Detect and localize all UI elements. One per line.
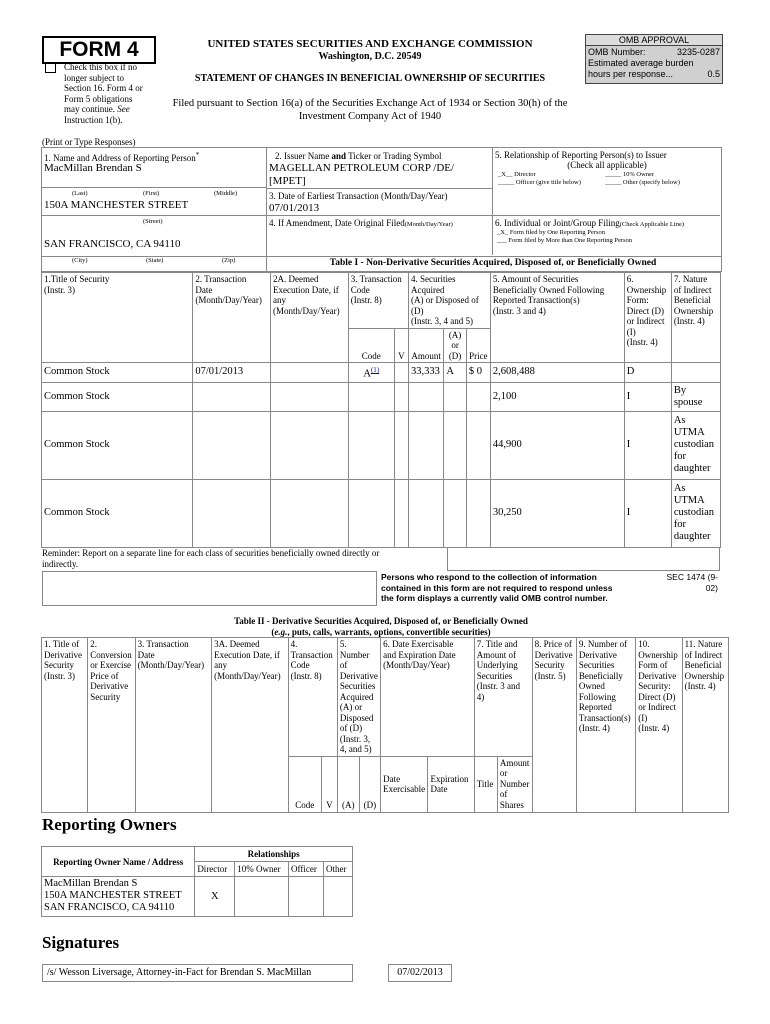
t1-h-acquired: 4. Securities Acquired (A) or Disposed of (D) (Instr. 3, 4 and 5): [409, 273, 491, 329]
reporting-person-city: SAN FRANCISCO, CA 94110: [44, 238, 181, 250]
owner-director-mark: X: [195, 877, 235, 917]
t1-h-amount-owned: 5. Amount of Securities Beneficially Owned Following Reported Transaction(s) (Instr. 3 and 4): [490, 273, 624, 363]
table1-title: Table I - Non-Derivative Securities Acquired, Disposed of, or Beneficially Owned: [329, 258, 657, 268]
middle-label: (Middle): [214, 190, 238, 197]
earliest-date-label: 3. Date of Earliest Transaction (Month/Day/Year): [269, 191, 448, 201]
omb-number-value: 3235-0287: [676, 47, 720, 57]
omb-title: OMB APPROVAL: [586, 35, 722, 46]
reporting-person-label: 1. Name and Address of Reporting Person*: [44, 151, 200, 163]
omb-hours-label: hours per response...: [588, 69, 674, 79]
omb-approval-box: [585, 34, 723, 84]
t2-h-code: 4. Transaction Code (Instr. 8): [288, 638, 337, 757]
t1-h-code: 3. Transaction Code (Instr. 8): [348, 273, 408, 329]
last-label: (Last): [72, 190, 88, 197]
signature-date: 07/02/2013: [388, 964, 452, 982]
t2-h-exercisable: 6. Date Exercisable and Expiration Date (Month/Day/Year): [381, 638, 475, 757]
table1-non-derivative: [41, 272, 721, 548]
t1-h-nature: 7. Nature of Indirect Beneficial Ownership (Instr. 4): [671, 273, 720, 363]
t2-h-owned: 9. Number of Derivative Securities Beneficially Owned Following Reported Transaction(s) (Instr. 4): [576, 638, 635, 813]
relationship-other: _____ Other (specify below): [605, 179, 680, 186]
footnote-link[interactable]: (1): [370, 366, 380, 374]
t2-h-expiration: Expiration Date: [428, 756, 474, 812]
t2-h-v-sub: V: [321, 756, 337, 812]
city-label: (City): [72, 257, 88, 264]
omb-burden-label: Estimated average burden: [588, 58, 694, 68]
relationship-label: 5. Relationship of Reporting Person(s) to Issuer: [495, 150, 667, 160]
sec-form-code: SEC 1474 (9- 02): [666, 572, 718, 593]
form-title: FORM 4: [42, 36, 156, 64]
t1-h-deemed: 2A. Deemed Execution Date, if any (Month/Day/Year): [271, 273, 349, 363]
t2-h-date-exercisable: Date Exercisable: [381, 756, 428, 812]
owners-col-officer: Officer: [289, 862, 324, 877]
checkbox-no-longer-subject[interactable]: [45, 62, 56, 73]
reporting-person-name: MacMillan Brendan S: [44, 162, 142, 174]
t2-h-code-sub: Code: [288, 756, 321, 812]
t1-h-aord-sub: (A) or (D): [444, 328, 466, 363]
relationship-director: _X__ Director: [498, 171, 536, 178]
first-label: (First): [143, 190, 160, 197]
t2-h-underlying: 7. Title and Amount of Underlying Securities (Instr. 3 and 4): [474, 638, 532, 757]
zip-label: (Zip): [222, 257, 236, 264]
t1-h-v-sub: V: [394, 328, 408, 363]
reminder-box-left: [42, 571, 377, 606]
table2-derivative: [41, 637, 729, 813]
relationship-officer: _____ Officer (give title below): [498, 179, 581, 186]
table-row: Common Stock 44,900 I As UTMA custodian for daughter: [42, 411, 721, 479]
owners-relationships: Relationships: [195, 847, 353, 862]
statement-title: STATEMENT OF CHANGES IN BENEFICIAL OWNERSHIP OF SECURITIES: [194, 73, 546, 84]
t1-h-code-sub: Code: [348, 328, 394, 363]
table2-subtitle: (e.g., puts, calls, warrants, options, convertible securities): [271, 627, 491, 637]
reminder-text: Reminder: Report on a separate line for each class of securities beneficially owned directly or indirectly.: [42, 548, 380, 569]
t1-h-amount-sub: Amount: [409, 328, 444, 363]
t1-h-date: 2. Transaction Date (Month/Day/Year): [193, 273, 271, 363]
owners-col-name: Reporting Owner Name / Address: [42, 847, 195, 877]
signatures-heading: Signatures: [42, 933, 120, 952]
owners-col-director: Director: [195, 862, 235, 877]
owners-col-ten-pct: 10% Owner: [235, 862, 289, 877]
filed-pursuant: Filed pursuant to Section 16(a) of the Securities Exchange Act of 1934 or Section 30(h) of the Investment Company Act of 1940: [172, 98, 568, 122]
street-label: (Street): [143, 218, 163, 225]
t2-h-number: 5. Number of Derivative Securities Acquired (A) or Disposed of (D) (Instr. 3, 4, and 5): [337, 638, 380, 757]
t2-h-title: 1. Title of Derivative Security (Instr. 3): [42, 638, 88, 813]
t2-h-a-sub: (A): [337, 756, 359, 812]
filing-more: ___ Form filed by More than One Reporting Person: [497, 237, 633, 244]
issuer-label: 2. Issuer Name and Ticker or Trading Symbol: [275, 151, 442, 161]
signature-text: /s/ Wesson Liversage, Attorney-in-Fact for Brendan S. MacMillan: [42, 964, 353, 982]
commission-location: Washington, D.C. 20549: [318, 51, 422, 62]
issuer-name: MAGELLAN PETROLEUM CORP /DE/: [269, 162, 455, 174]
owners-col-other: Other: [324, 862, 353, 877]
t2-h-date: 3. Transaction Date (Month/Day/Year): [135, 638, 212, 813]
t2-h-price: 8. Price of Derivative Security (Instr. 5): [532, 638, 576, 813]
omb-number-label: OMB Number:: [588, 47, 646, 57]
table-row: Common Stock 30,250 I As UTMA custodian for daughter: [42, 479, 721, 547]
t2-h-deemed: 3A. Deemed Execution Date, if any (Month/Day/Year): [212, 638, 289, 813]
t1-h-price-sub: Price: [466, 328, 490, 363]
checkbox-label: Check this box if no longer subject to Section 16. Form 4 or Form 5 obligations may continue. See Instruction 1(b).: [64, 62, 143, 125]
table-row: Common Stock 07/01/2013 $A^{(1)}$ 33,333 A $ 0 2,608,488 D: [42, 363, 721, 383]
reporting-owners-table: [41, 846, 353, 917]
table2-title: Table II - Derivative Securities Acquired, Disposed of, or Beneficially Owned: [234, 616, 528, 626]
omb-hours-value: 0.5: [707, 69, 720, 79]
reporting-owners-heading: Reporting Owners: [42, 815, 177, 834]
t1-h-ownership-form: 6. Ownership Form: Direct (D) or Indirect (I) (Instr. 4): [624, 273, 671, 363]
filing-label: 6. Individual or Joint/Group Filing(Check Applicable Line): [495, 218, 685, 228]
earliest-date-value: 07/01/2013: [269, 202, 320, 214]
t2-h-d-sub: (D): [359, 756, 381, 812]
t1-h-title: 1.Title of Security (Instr. 3): [42, 273, 193, 363]
t2-h-conversion: 2. Conversion or Exercise Price of Derivative Security: [88, 638, 135, 813]
t2-h-nature: 11. Nature of Indirect Beneficial Ownership (Instr. 4): [682, 638, 728, 813]
amendment-label: 4. If Amendment, Date Original Filed(Month/Day/Year): [269, 218, 453, 228]
table-row: MacMillan Brendan S 150A MANCHESTER STREET SAN FRANCISCO, CA 94110 X: [42, 877, 353, 917]
print-type-note: (Print or Type Responses): [42, 137, 136, 147]
t2-h-sub-title: Title: [474, 756, 497, 812]
commission-title: UNITED STATES SECURITIES AND EXCHANGE COMMISSION: [207, 38, 533, 50]
table-row: Common Stock 2,100 I By spouse: [42, 382, 721, 411]
issuer-ticker: [MPET]: [269, 175, 306, 187]
reminder-box-right: [447, 547, 720, 571]
state-label: (State): [146, 257, 164, 264]
relationship-ten-pct: _____ 10% Owner: [605, 171, 655, 178]
relationship-check: (Check all applicable): [567, 160, 647, 170]
reporting-person-street: 150A MANCHESTER STREET: [44, 199, 189, 211]
filing-one: _X_ Form filed by One Reporting Person: [497, 229, 605, 236]
t2-h-sub-amount: Amount or Number of Shares: [497, 756, 532, 812]
persons-respond-notice: Persons who respond to the collection of information contained in this form are not required to respond unless the form displays a currently valid OMB control number.: [381, 572, 613, 603]
t2-h-ownership-form: 10. Ownership Form of Derivative Security: Direct (D) or Indirect (I) (Instr. 4): [636, 638, 682, 813]
